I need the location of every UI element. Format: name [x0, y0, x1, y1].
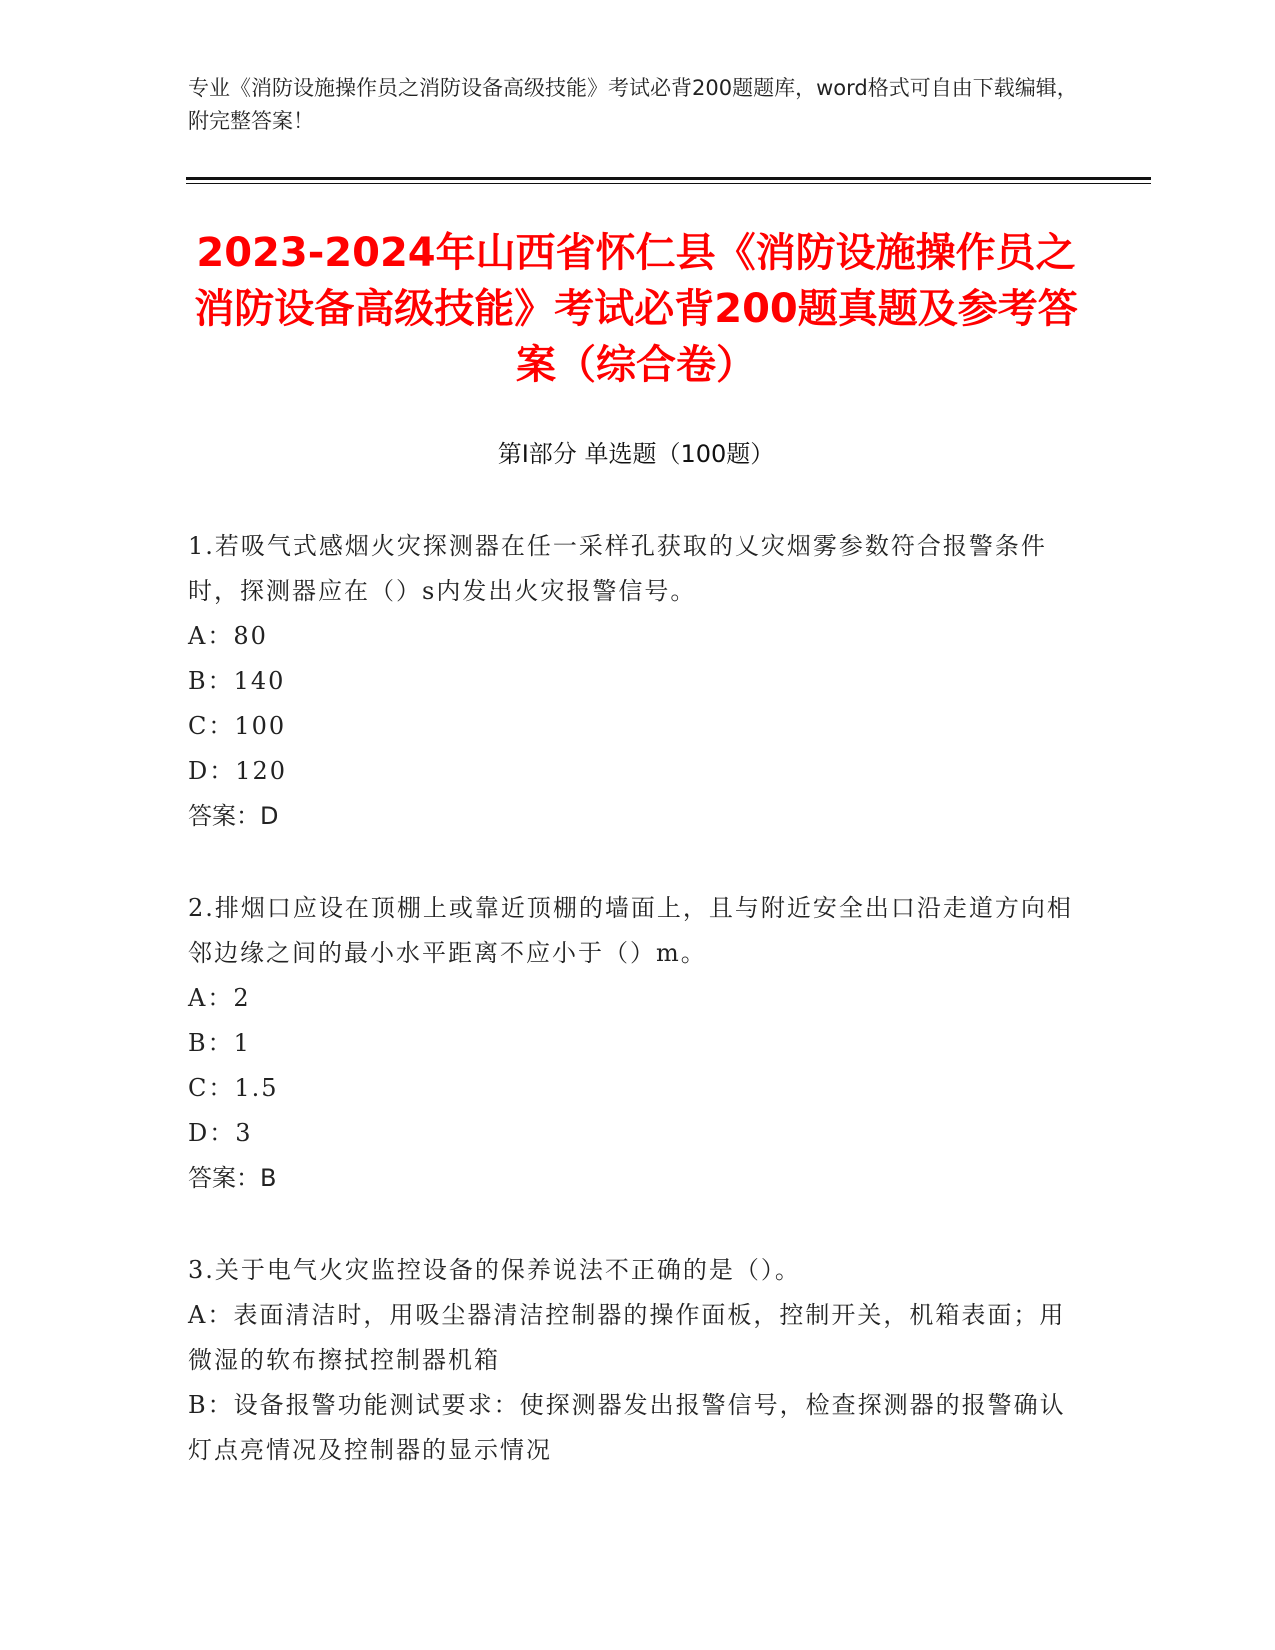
question-stem: 3.关于电气火灾监控设备的保养说法不正确的是（）。 — [188, 1256, 801, 1284]
answer: 答案：D — [188, 802, 279, 830]
header-divider-thin — [186, 183, 1151, 184]
header-note: 专业《消防设施操作员之消防设备高级技能》考试必背200题题库，word格式可自由下载编辑，附完整答案！ — [188, 76, 1078, 133]
question-stem: 1.若吸气式感烟火灾探测器在任一采样孔获取的乂灾烟雾参数符合报警条件时，探测器应在（）s内发出火灾报警信号。 — [188, 532, 1047, 605]
section-title: 第Ⅰ部分 单选题（100题） — [497, 440, 775, 468]
option-b: B：1 — [188, 1029, 251, 1057]
question-3 — [188, 1248, 1078, 1473]
option-a: A：2 — [188, 984, 251, 1012]
option-b: B：设备报警功能测试要求：使探测器发出报警信号，检查探测器的报警确认灯点亮情况及控制器的显示情况 — [188, 1391, 1066, 1464]
option-c: C：100 — [188, 712, 287, 740]
question-1 — [188, 524, 1078, 839]
option-b: B：140 — [188, 667, 286, 695]
header-divider-thick — [186, 177, 1151, 180]
option-a: A：80 — [188, 622, 268, 650]
answer: 答案：B — [188, 1164, 277, 1192]
question-2 — [188, 886, 1078, 1201]
option-d: D：120 — [188, 757, 288, 785]
document-title: 2023-2024年山西省怀仁县《消防设施操作员之消防设备高级技能》考试必背200题真题及参考答案（综合卷） — [194, 230, 1078, 388]
question-stem: 2.排烟口应设在顶棚上或靠近顶棚的墙面上，且与附近安全出口沿走道方向相邻边缘之间的最小水平距离不应小于（）m。 — [188, 894, 1073, 967]
option-d: D：3 — [188, 1119, 253, 1147]
option-a: A：表面清洁时，用吸尘器清洁控制器的操作面板，控制开关，机箱表面；用微湿的软布擦拭控制器机箱 — [188, 1301, 1066, 1374]
option-c: C：1.5 — [188, 1074, 279, 1102]
